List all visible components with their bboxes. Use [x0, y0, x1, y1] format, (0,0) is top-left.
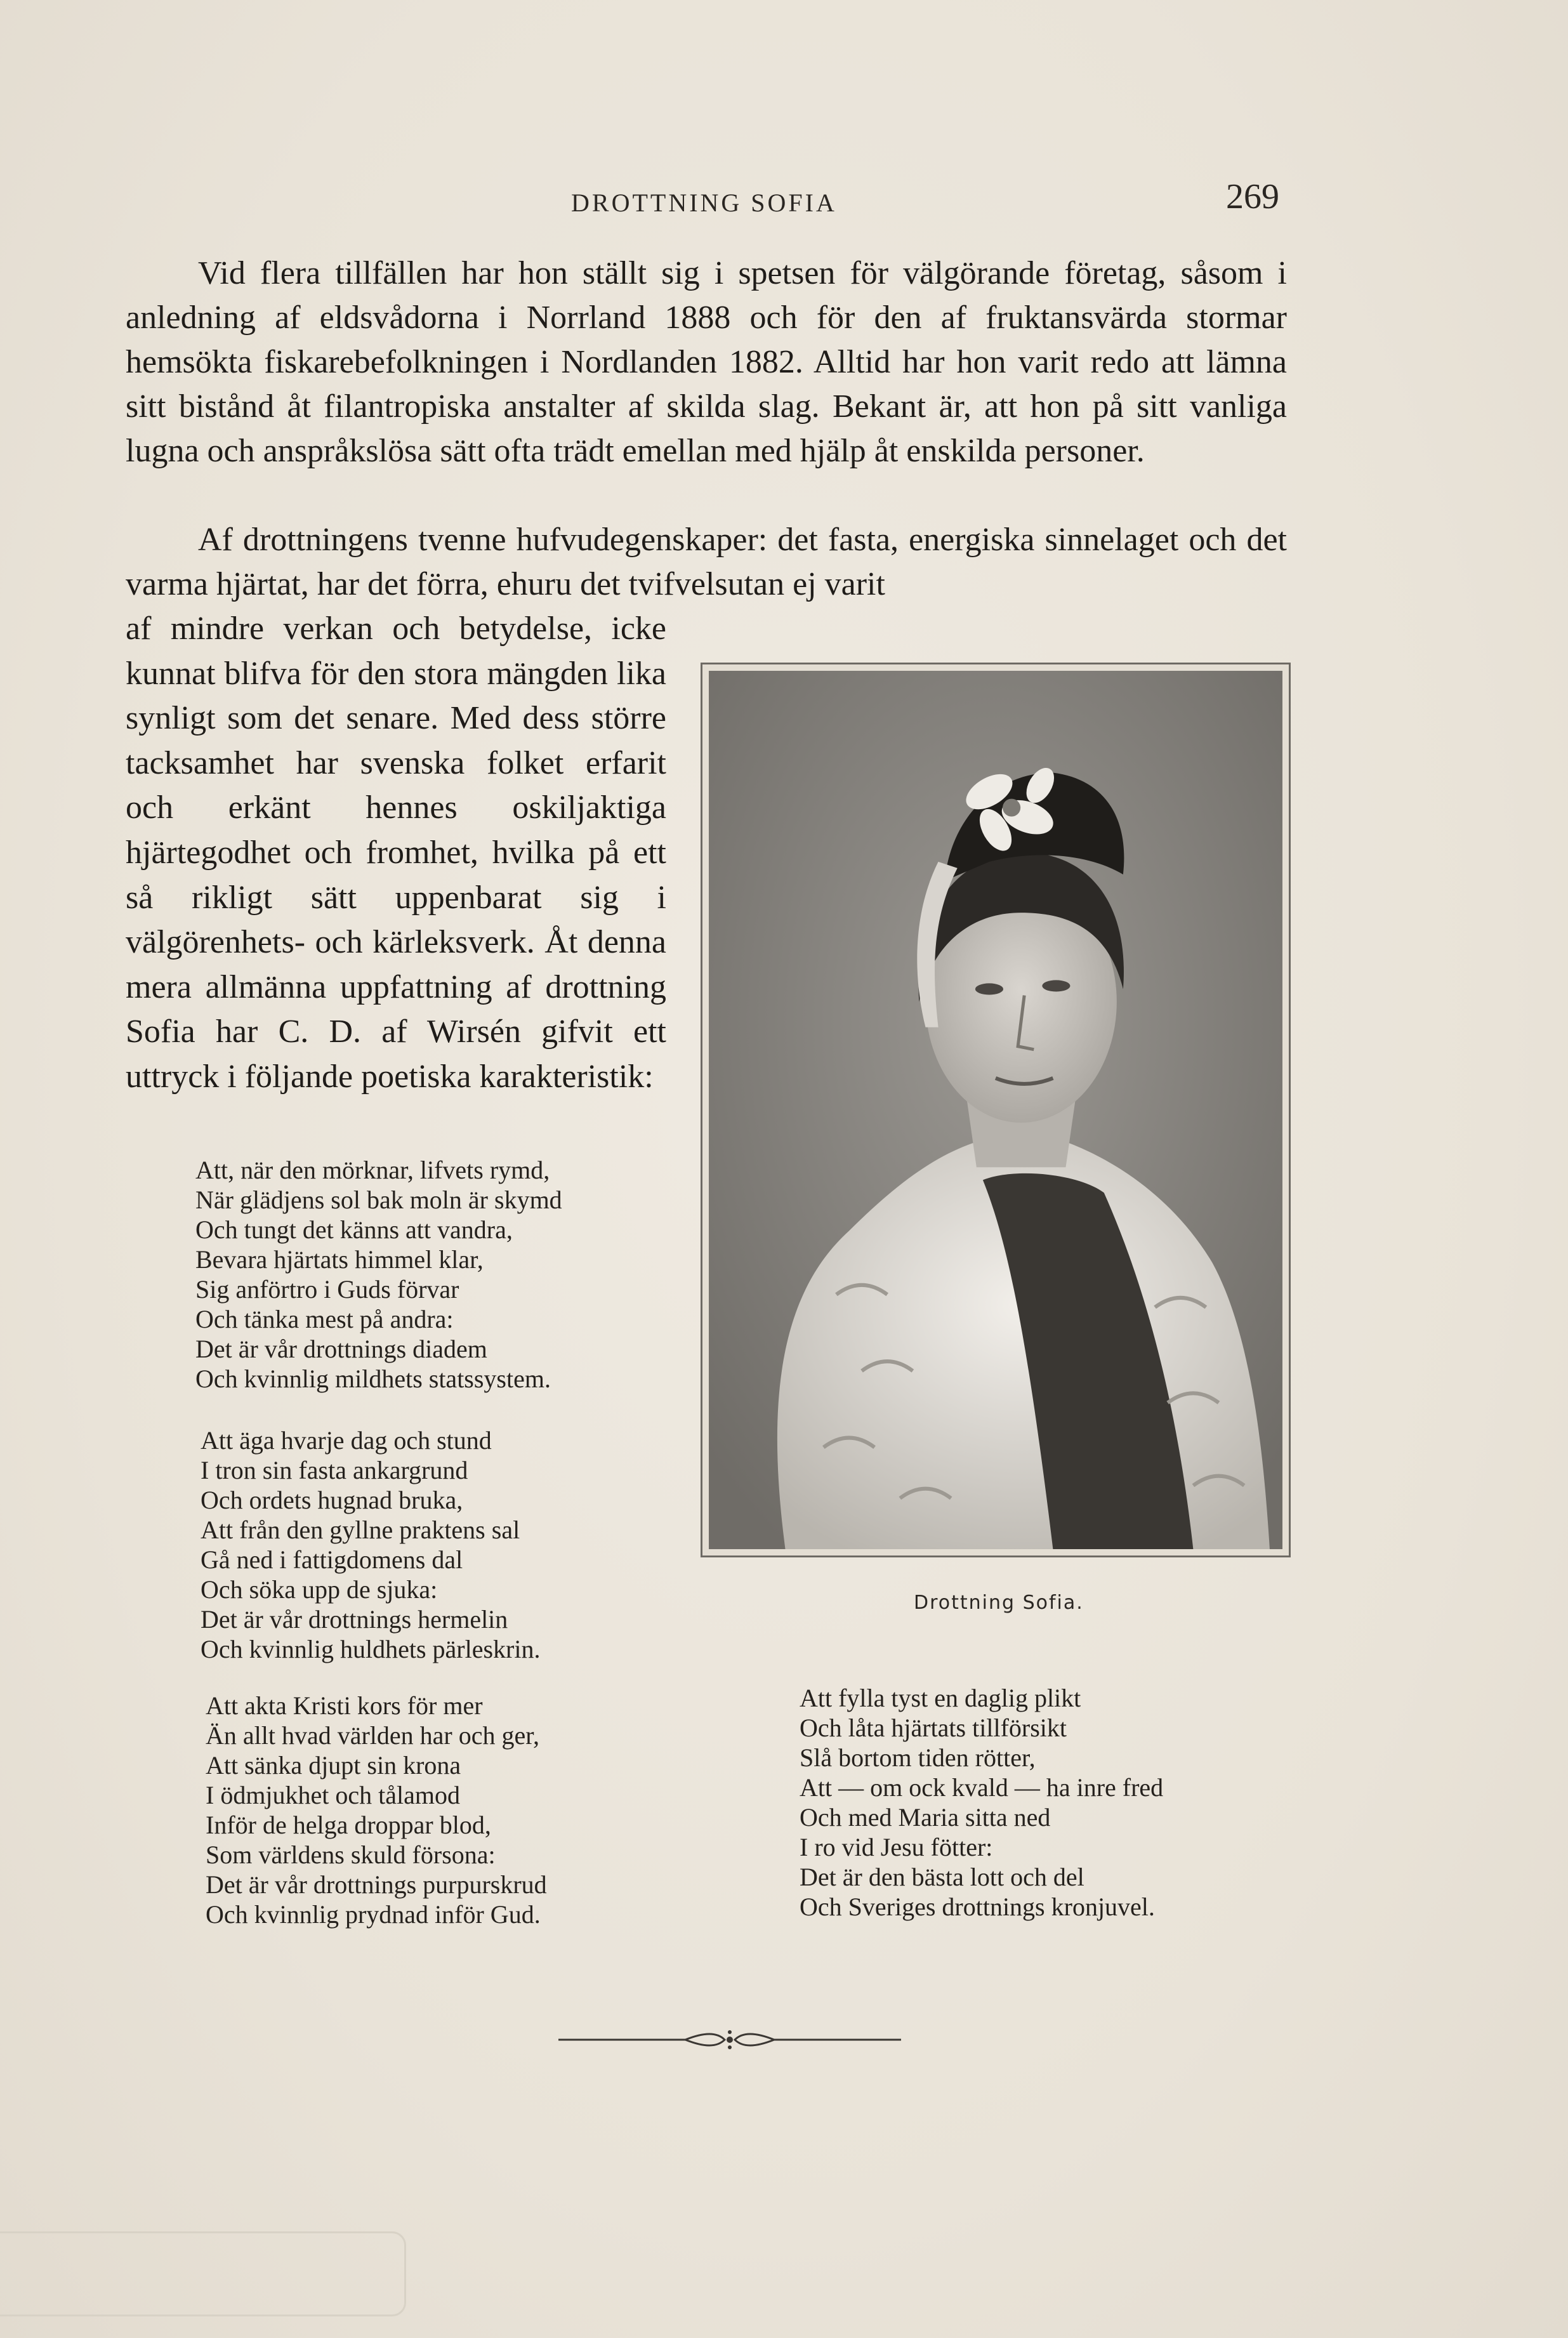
poem-line: Som världens skuld försona: [206, 1840, 496, 1869]
poem-line: Att, när den mörknar, lifvets rymd, [195, 1156, 550, 1184]
paragraph-1: Vid flera tillfällen har hon ställt sig i spetsen för välgörande företag, såsom i anledning af eldsvådorna i Norrland 1888 och för den af fruktansvärda stormar hemsökta fiskarebefolkningen i Nordlanden 1882. Alltid har hon varit redo att lämna sitt bistånd åt filantropiska anstalter af skilda slag. Bekant är, att hon på sitt vanliga lugna och anspråkslösa sätt ofta trädt emellan med hjälp åt enskilda personer. [126, 255, 1287, 469]
poem-line: Att äga hvarje dag och stund [201, 1426, 492, 1455]
paragraph-2-column: af mindre verkan och betydelse, icke kunnat blifva för den stora mängden lika synligt som det senare. Med dess större tacksamhet har svenska folket erfarit och erkänt hennes oskiljaktiga hjärtegodhet och fromhet, hvilka på ett så rikligt sätt uppenbarat sig i välgörenhets- och kärleksverk. Åt denna mera allmänna uppfattning af drottning Sofia har C. D. af Wirsén gifvit ett uttryck i följande poetiska karakteristik: [126, 611, 666, 1095]
poem-line: Och kvinnlig prydnad inför Gud. [206, 1900, 541, 1929]
poem-line: Och kvinnlig mildhets statssystem. [195, 1364, 551, 1393]
portrait-photo [709, 671, 1282, 1549]
poem-line: Och låta hjärtats tillförsikt [800, 1714, 1067, 1742]
poem-line: I ro vid Jesu fötter: [800, 1833, 993, 1861]
page-number: 269 [1226, 177, 1279, 216]
poem-stanza-1 [195, 1155, 562, 1394]
poem-stanza-4 [800, 1683, 1163, 1922]
poem-line: Bevara hjärtats himmel klar, [195, 1245, 484, 1274]
poem-line: Att fylla tyst en daglig plikt [800, 1684, 1081, 1712]
page-tab-mark [0, 2231, 406, 2316]
poem-line: Och söka upp de sjuka: [201, 1575, 438, 1604]
poem-line: Att akta Kristi kors för mer [206, 1691, 483, 1720]
poem-line: Och ordets hugnad bruka, [201, 1486, 463, 1514]
poem-line: Och tungt det känns att vandra, [195, 1215, 513, 1244]
poem-line: Och med Maria sitta ned [800, 1803, 1051, 1832]
figure-caption: Drottning Sofia. [914, 1592, 1084, 1614]
poem-line: Sig anförtro i Guds förvar [195, 1275, 459, 1304]
poem-line: Det är den bästa lott och del [800, 1863, 1084, 1891]
poem-line: I ödmjukhet och tålamod [206, 1781, 461, 1809]
poem-stanza-2 [201, 1425, 540, 1664]
poem-line: Och kvinnlig huldhets pärleskrin. [201, 1635, 541, 1663]
poem-line: Att sänka djupt sin krona [206, 1751, 461, 1780]
paragraph-2-top: Af drottningens tvenne hufvudegenskaper: det fasta, energiska sinnelaget och det varma hjärtat, har det förra, ehuru det tvifvelsutan ej varit [126, 522, 1287, 602]
poem-line: Och tänka mest på andra: [195, 1305, 454, 1333]
poem-line: Och Sveriges drottnings kronjuvel. [800, 1892, 1155, 1921]
portrait-figure [701, 663, 1291, 1557]
poem-line: Att från den gyllne praktens sal [201, 1516, 520, 1544]
ornament-divider-icon [558, 2027, 901, 2052]
poem-line: Det är vår drottnings hermelin [201, 1605, 508, 1634]
poem-line: Inför de helga droppar blod, [206, 1811, 491, 1839]
running-head: DROTTNING SOFIA [571, 188, 837, 217]
poem-line: Det är vår drottnings purpurskrud [206, 1870, 547, 1899]
poem-line: Slå bortom tiden rötter, [800, 1743, 1036, 1772]
poem-line: I tron sin fasta ankargrund [201, 1456, 468, 1484]
poem-line: Än allt hvad världen har och ger, [206, 1721, 539, 1750]
poem-line: Gå ned i fattigdomens dal [201, 1545, 463, 1574]
poem-stanza-3 [206, 1691, 547, 1929]
poem-line: Det är vår drottnings diadem [195, 1335, 487, 1363]
poem-line: Att — om ock kvald — ha inre fred [800, 1773, 1164, 1802]
poem-line: När glädjens sol bak moln är skymd [195, 1186, 562, 1214]
